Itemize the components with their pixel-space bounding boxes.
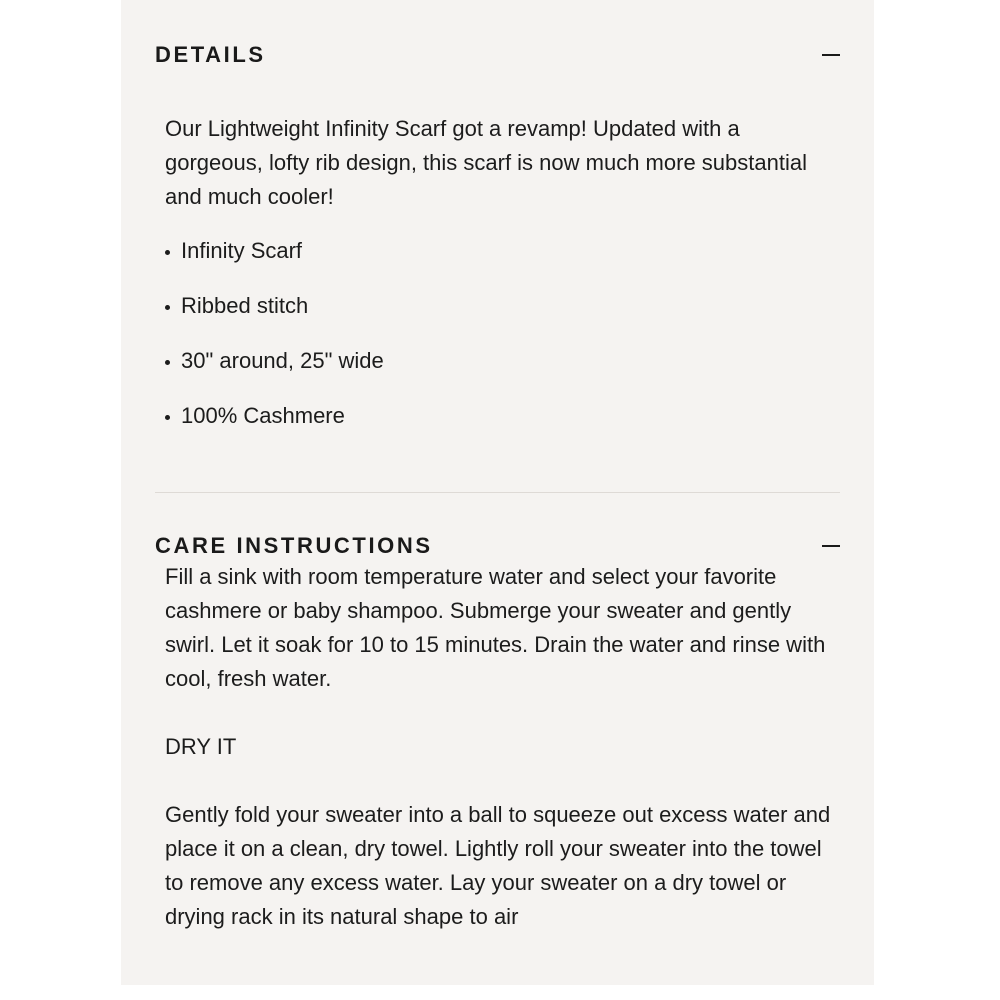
minus-icon[interactable] [822, 535, 840, 557]
details-bullet-list [165, 234, 835, 433]
dry-instructions: Gently fold your sweater into a ball to squeeze out excess water and place it on a clean, dry towel. Lightly roll your sweater into the towel to remove any excess water. Lay your sweater on a dry towel or drying rack in its natural shape to air [165, 802, 831, 929]
care-instructions-header[interactable] [155, 533, 840, 559]
details-title: DETAILS [155, 42, 266, 67]
wash-instructions: Fill a sink with room temperature water and select your favorite cashmere or baby shampoo. Submerge your sweater and gently swirl. Let it soak for 10 to 15 minutes. Drain the water and rinse with cool, fresh water. [165, 564, 826, 691]
list-item: 30" around, 25" wide [165, 344, 835, 378]
dry-heading: DRY IT [165, 734, 237, 759]
minus-icon[interactable] [822, 44, 840, 66]
product-info-panel [121, 0, 874, 985]
details-content [165, 112, 835, 467]
care-instructions-title: CARE INSTRUCTIONS [155, 533, 433, 558]
list-item: Ribbed stitch [165, 289, 835, 323]
care-instructions-content [165, 564, 845, 960]
section-divider [155, 492, 840, 493]
list-item: Infinity Scarf [165, 234, 835, 268]
details-description: Our Lightweight Infinity Scarf got a revamp! Updated with a gorgeous, lofty rib design, this scarf is now much more substantial and much cooler! [165, 116, 807, 209]
list-item: 100% Cashmere [165, 399, 835, 433]
details-header[interactable] [155, 42, 840, 68]
